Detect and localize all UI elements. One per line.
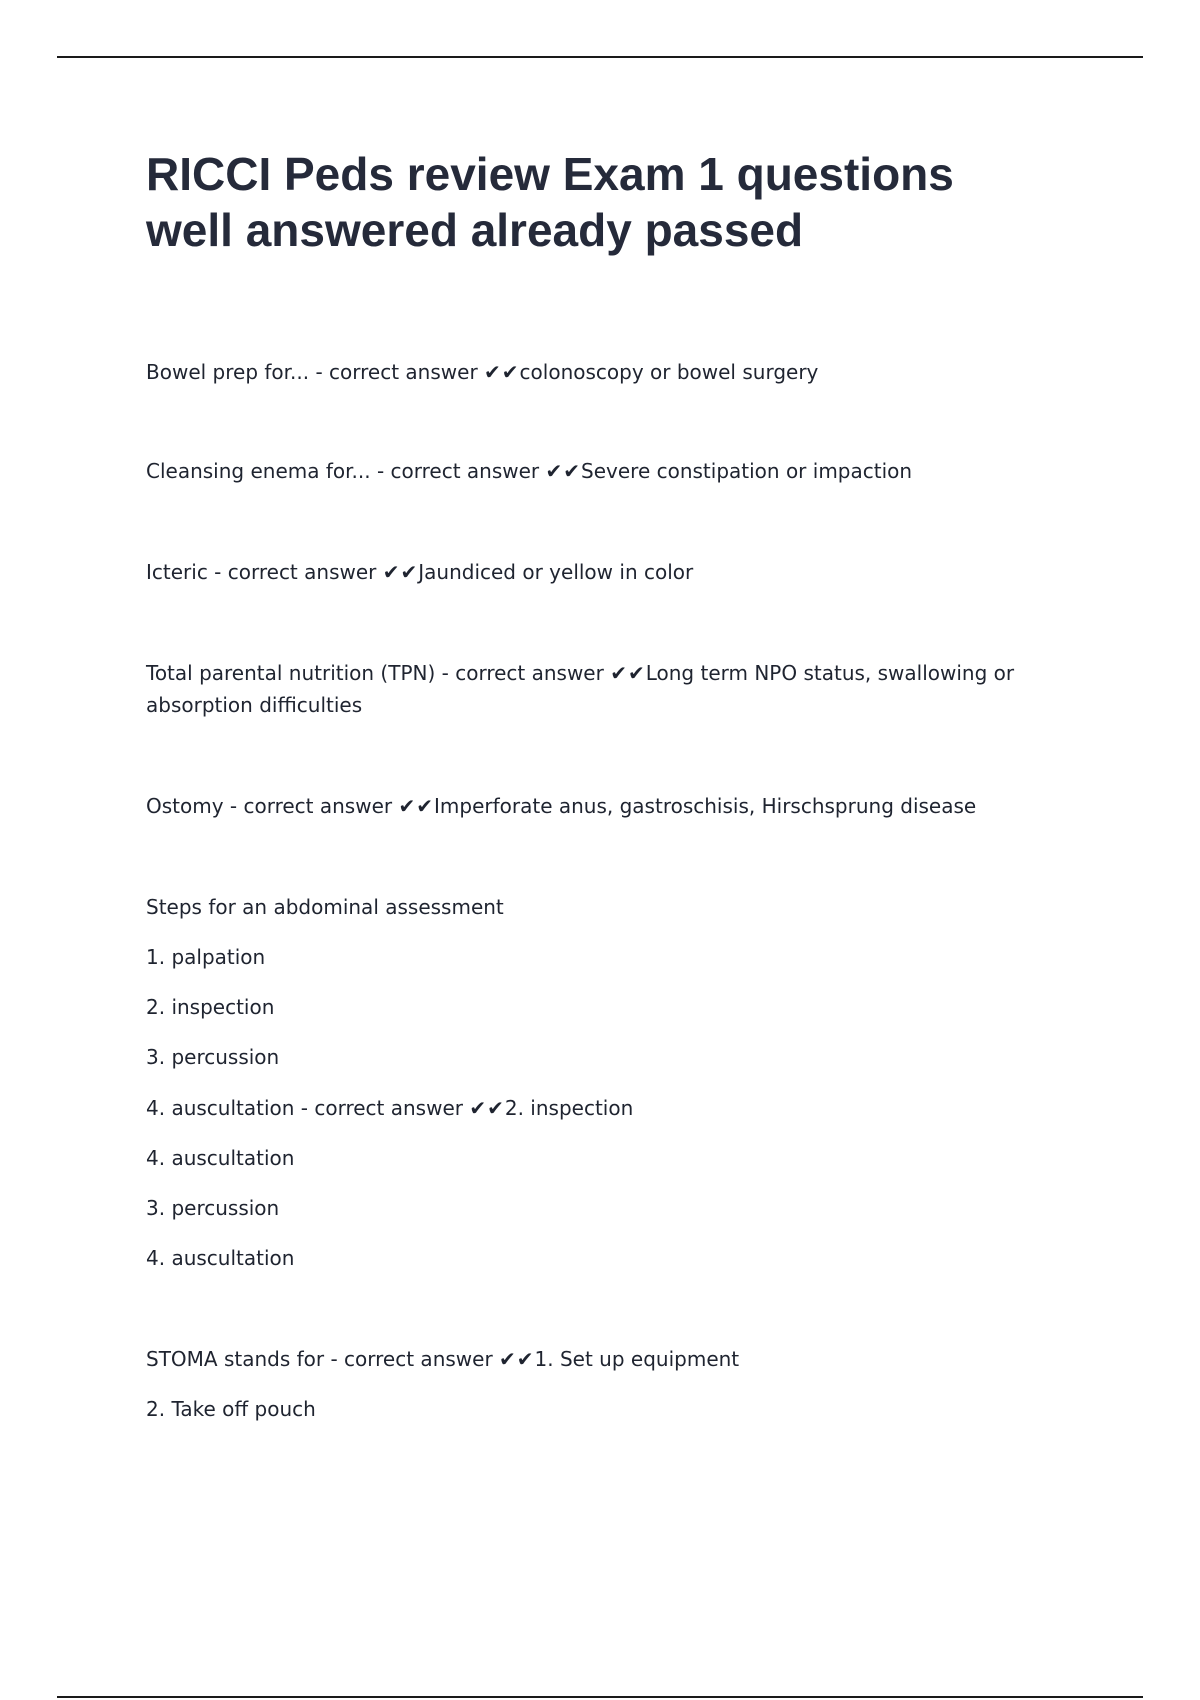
abdominal-heading: Steps for an abdominal assessment xyxy=(146,895,504,919)
check-icon: ✔✔ xyxy=(484,360,520,384)
abdominal-answer-step: 4. auscultation xyxy=(146,1146,295,1170)
card-question: Total parental nutrition (TPN) - correct answer xyxy=(146,661,611,685)
card-icteric xyxy=(146,556,1076,588)
stoma-answer-first: 1. Set up equipment xyxy=(534,1347,740,1371)
stoma-question-line xyxy=(146,1343,1076,1375)
card-tpn xyxy=(146,657,1076,721)
abdominal-answer-first: 2. inspection xyxy=(504,1096,634,1120)
check-icon: ✔✔ xyxy=(398,794,434,818)
check-icon: ✔✔ xyxy=(610,661,646,685)
card-answer: Severe constipation or impaction xyxy=(581,459,913,483)
check-icon: ✔✔ xyxy=(499,1347,535,1371)
card-answer: Imperforate anus, gastroschisis, Hirschsprung disease xyxy=(434,794,977,818)
card-ostomy xyxy=(146,790,1076,822)
card-question: Bowel prep for... - correct answer xyxy=(146,360,485,384)
card-answer: colonoscopy or bowel surgery xyxy=(519,360,819,384)
check-icon: ✔✔ xyxy=(545,459,582,483)
bottom-rule xyxy=(57,1696,1143,1698)
card-question: Ostomy - correct answer xyxy=(146,794,399,818)
card-bowel-prep xyxy=(146,356,1076,388)
check-icon: ✔✔ xyxy=(382,560,419,584)
card-cleansing-enema xyxy=(146,455,1076,487)
abdominal-answer-step: 4. auscultation xyxy=(146,1246,295,1270)
stoma-question: STOMA stands for - correct answer xyxy=(146,1347,500,1371)
document-title: RICCI Peds review Exam 1 questions well answered already passed xyxy=(146,148,954,256)
card-answer: Jaundiced or yellow in color xyxy=(418,560,694,584)
check-icon: ✔✔ xyxy=(469,1096,505,1120)
abdominal-step: 3. percussion xyxy=(146,1045,280,1069)
abdominal-step: 2. inspection xyxy=(146,995,275,1019)
abdominal-step: 1. palpation xyxy=(146,945,266,969)
card-question: Icteric - correct answer xyxy=(146,560,383,584)
abdominal-answer-step: 3. percussion xyxy=(146,1196,280,1220)
card-answer: Long term NPO status, swallowing or absorption difficulties xyxy=(146,661,1015,717)
card-question: Cleansing enema for... - correct answer xyxy=(146,459,546,483)
stoma-answer-step: 2. Take off pouch xyxy=(146,1397,316,1421)
abdominal-answer-prefix: 4. auscultation - correct answer xyxy=(146,1096,470,1120)
top-rule xyxy=(57,56,1143,58)
abdominal-answer-line xyxy=(146,1092,1076,1124)
